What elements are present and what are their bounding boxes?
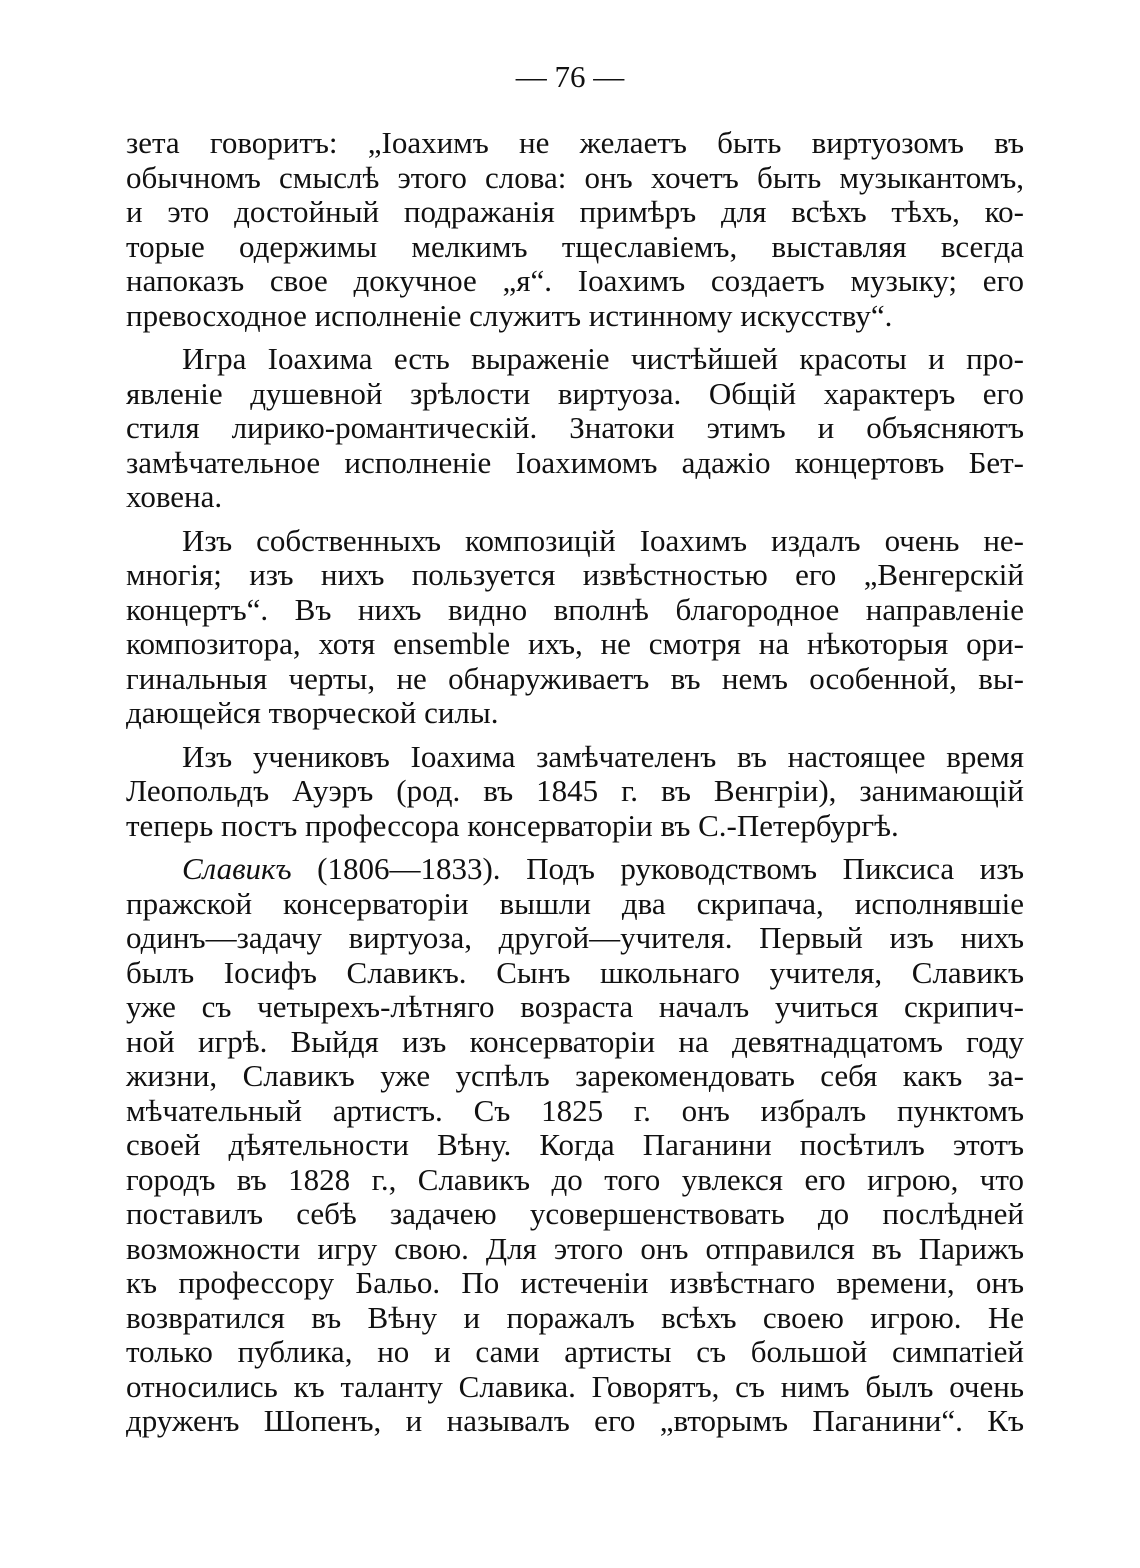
page-number: — 76 — bbox=[515, 59, 625, 94]
paragraph-1 bbox=[126, 126, 1024, 333]
text-run: (1806—1833). Подъ руководствомъ Пиксиса изъ bbox=[291, 851, 1024, 886]
body-text bbox=[126, 126, 1024, 1439]
text-line: только публика, но и сами артисты съ большой симпатіей bbox=[126, 1334, 1024, 1369]
text-line: стиля лирико-романтическій. Знатоки этимъ и объясняютъ bbox=[126, 410, 1024, 445]
text-line: пражской консерваторіи вышли два скрипача, исполнявшіе bbox=[126, 885, 1024, 921]
paragraph-2 bbox=[126, 342, 1024, 515]
text-line: превосходное исполненіе служитъ истинному искусству“. bbox=[126, 297, 893, 333]
text-line: возвратился въ Вѣну и поражалъ всѣхъ своею игрою. Не bbox=[126, 1299, 1024, 1335]
paragraph-4 bbox=[126, 740, 1024, 844]
text-line: друженъ Шопенъ, и называлъ его „вторымъ Паганини“. Къ bbox=[126, 1403, 1024, 1438]
text-line: обычномъ смыслѣ этого слова: онъ хочетъ быть музыкантомъ, bbox=[126, 159, 1024, 195]
text-line: Леопольдъ Ауэръ (род. въ 1845 г. въ Венгріи), занимающій bbox=[126, 773, 1024, 808]
text-line: гинальныя черты, не обнаруживаетъ въ немъ особенной, вы- bbox=[126, 660, 1024, 696]
text-line: дающейся творческой силы. bbox=[126, 695, 499, 730]
text-line: торые одержимы мелкимъ тщеславіемъ, выставляя всегда bbox=[126, 228, 1024, 264]
text-line: композитора, хотя ensemble ихъ, не смотря на нѣкоторыя ори- bbox=[126, 626, 1024, 661]
text-line: къ профессору Бальо. По истеченіи извѣстнаго времени, онъ bbox=[126, 1265, 1024, 1300]
text-line: одинъ—задачу виртуоза, другой—учителя. Первый изъ нихъ bbox=[126, 920, 1024, 955]
text-line: поставилъ себѣ задачею усовершенствовать до послѣдней bbox=[126, 1196, 1024, 1231]
text-line: былъ Іосифъ Славикъ. Сынъ школьнаго учителя, Славикъ bbox=[126, 954, 1024, 990]
text-line: многія; изъ нихъ пользуется извѣстностью его „Венгерскій bbox=[126, 557, 1024, 592]
paragraph-5 bbox=[126, 852, 1024, 1439]
text-line: концертъ“. Въ нихъ видно вполнѣ благородное направленіе bbox=[126, 591, 1024, 627]
paragraph-3 bbox=[126, 524, 1024, 731]
text-line: явленіе душевной зрѣлости виртуоза. Общій характеръ его bbox=[126, 375, 1024, 411]
text-line: Изъ собственныхъ композицій Іоахимъ издалъ очень не- bbox=[182, 522, 1024, 558]
text-line: ховена. bbox=[126, 479, 223, 514]
text-line: теперь постъ профессора консерваторіи въ С.-Петербургѣ. bbox=[126, 807, 899, 843]
text-line: ной игрѣ. Выйдя изъ консерваторіи на девятнадцатомъ году bbox=[126, 1023, 1024, 1059]
text-line: относились къ таланту Славика. Говорятъ, съ нимъ былъ очень bbox=[126, 1368, 1024, 1404]
text-line bbox=[126, 852, 1024, 887]
text-line: уже съ четырехъ-лѣтняго возраста началъ учиться скрипич- bbox=[126, 989, 1024, 1024]
italic-name: Славикъ bbox=[182, 851, 292, 886]
text-line: мѣчательный артистъ. Съ 1825 г. онъ избралъ пунктомъ bbox=[126, 1092, 1024, 1128]
text-line: жизни, Славикъ уже успѣлъ зарекомендовать себя какъ за- bbox=[126, 1058, 1024, 1093]
text-line: зета говоритъ: „Іоахимъ не желаетъ быть виртуозомъ въ bbox=[126, 125, 1024, 160]
text-line: Игра Іоахима есть выраженіе чистѣйшей красоты и про- bbox=[182, 341, 1024, 376]
text-line: своей дѣятельности Вѣну. Когда Паганини посѣтилъ этотъ bbox=[126, 1127, 1024, 1162]
text-line: напоказъ свое докучное „я“. Іоахимъ создаетъ музыку; его bbox=[126, 263, 1024, 298]
text-line: возможности игру свою. Для этого онъ отправился въ Парижъ bbox=[126, 1230, 1024, 1266]
text-line: замѣчательное исполненіе Іоахимомъ адажіо концертовъ Бет- bbox=[126, 444, 1024, 480]
text-line: городъ въ 1828 г., Славикъ до того увлекся его игрою, что bbox=[126, 1161, 1024, 1197]
text-line: Изъ учениковъ Іоахима замѣчателенъ въ настоящее время bbox=[182, 738, 1024, 774]
text-line: и это достойный подражанія примѣръ для всѣхъ тѣхъ, ко- bbox=[126, 194, 1024, 229]
